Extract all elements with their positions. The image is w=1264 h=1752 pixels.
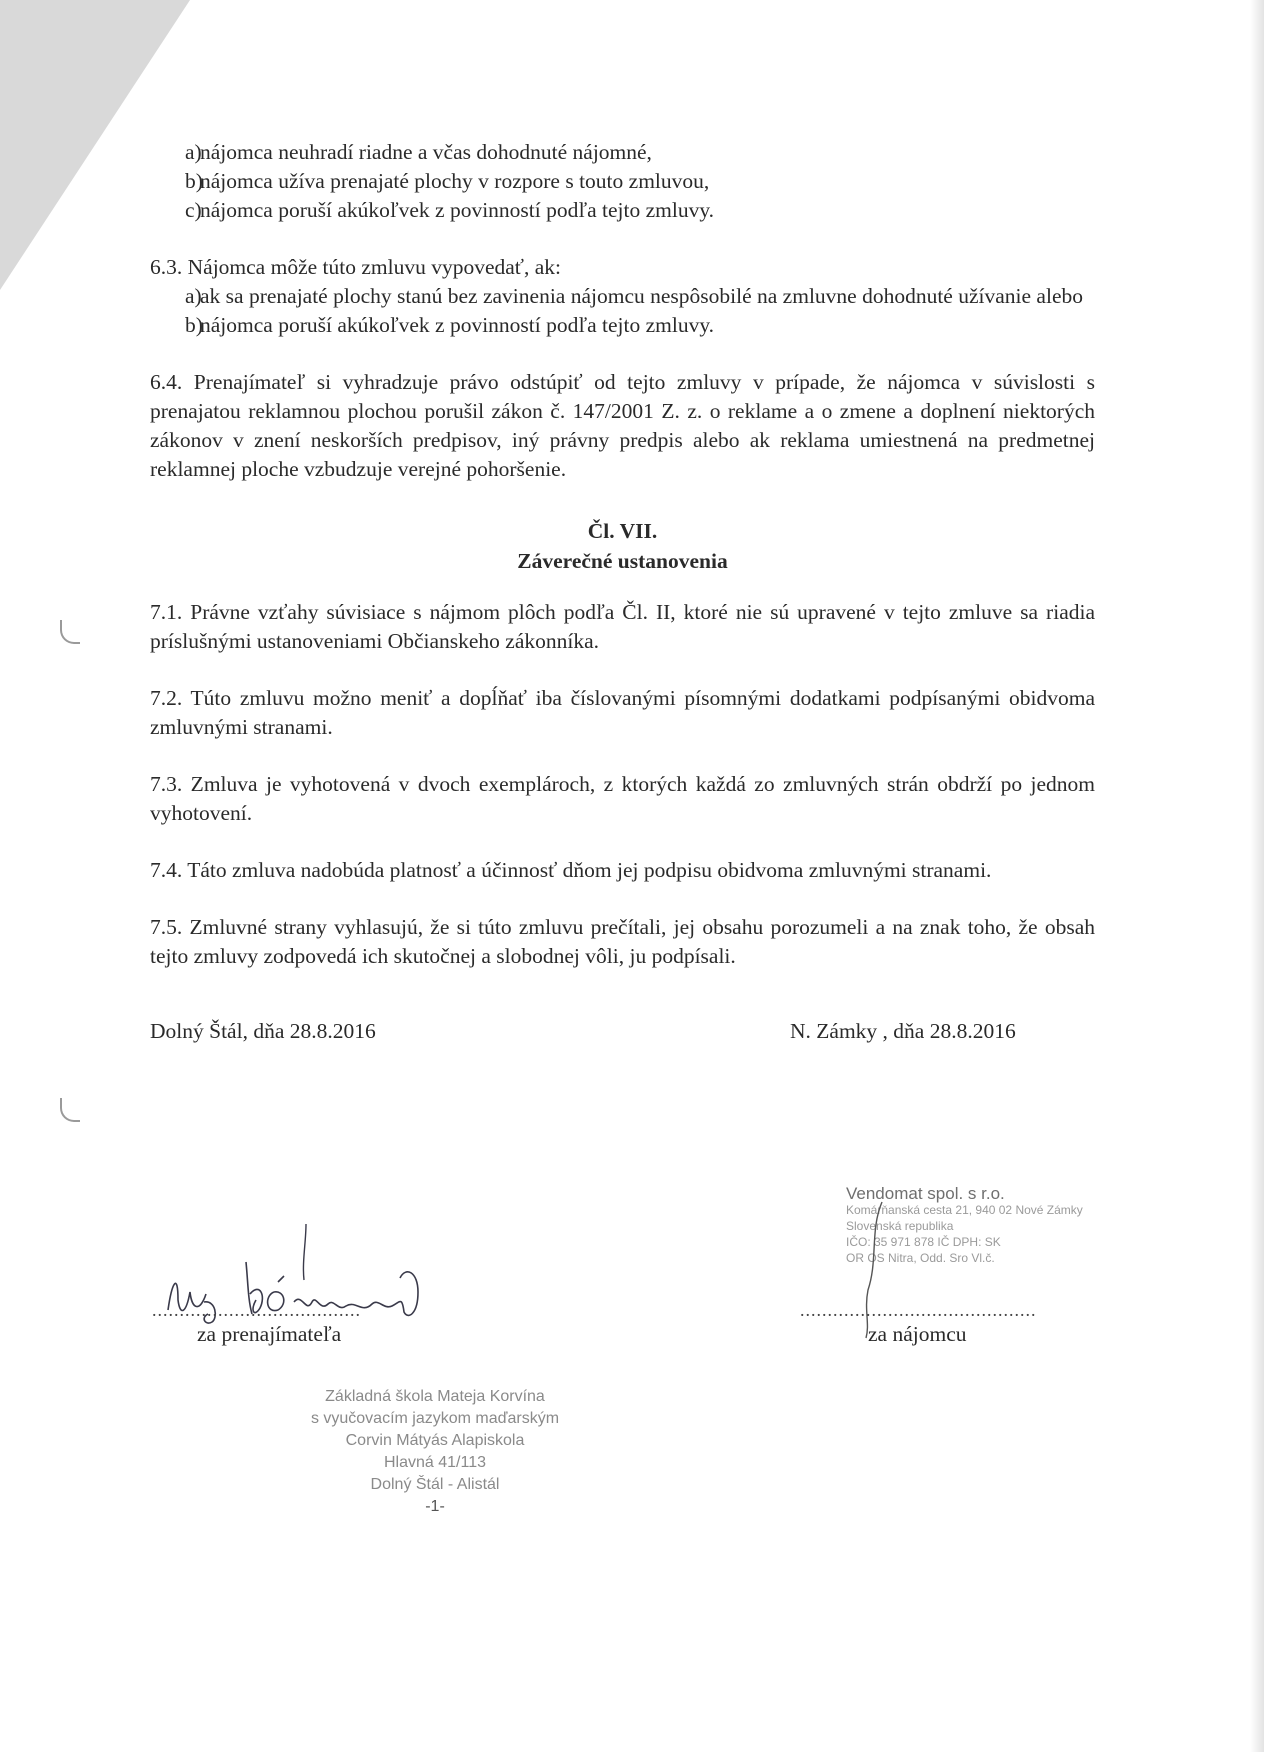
list-item: a) ak sa prenajaté plochy stanú bez zavinenia nájomcu nespôsobilé na zmluvne dohodnuté užívanie alebo [185,284,1083,308]
section-7-3: 7.3. Zmluva je vyhotovená v dvoch exemplároch, z ktorých každá zo zmluvných strán obdrží po jednom vyhotovení. [150,772,1095,825]
article-number: Čl. VII. [587,519,658,543]
termination-list-6-2 [150,138,1095,225]
school-stamp: Základná škola Mateja Korvína s vyučovacím jazykom maďarským Corvin Mátyás Alapiskola Hlavná 41/113 Dolný Štál - Alistál -1- [270,1386,600,1518]
signature-line-left: ...................................... [152,1300,361,1320]
punch-hole-mark [60,1098,80,1122]
article-title: Záverečné ustanovenia [517,549,728,573]
company-stamp: Vendomat spol. s r.o. Komárňanská cesta 21, 940 02 Nové Zámky Slovenská republika IČO: 35 971 878 IČ DPH: SK OR OS Nitra, Odd. Sro Vl.č. [846,1186,1106,1266]
signing-places [150,1019,1095,1059]
section-6-3-list [150,282,1095,340]
section-6-4: 6.4. Prenajímateľ si vyhradzuje právo odstúpiť od tejto zmluvy v prípade, že nájomca v súvislosti s prenajatou reklamnou plochou porušil zákon č. 147/2001 Z. z. o reklame a o zmene a doplnení niektorých zákonov v znení neskorších predpisov, iný právny predpis alebo ak reklama umiestnená na predmetnej reklamnej ploche vzbudzuje verejné pohoršenie. [150,370,1095,481]
section-7-1: 7.1. Právne vzťahy súvisiace s nájmom plôch podľa Čl. II, ktoré nie sú upravené v tejto zmluve sa riadia príslušnými ustanoveniami Občianskeho zákonníka. [150,600,1095,653]
section-7-4: 7.4. Táto zmluva nadobúda platnosť a účinnosť dňom jej podpisu obidvoma zmluvnými stranami. [150,858,992,882]
page-number: -1- [425,1498,445,1515]
section-7-5: 7.5. Zmluvné strany vyhlasujú, že si túto zmluvu prečítali, jej obsahu porozumeli a na znak toho, že obsah tejto zmluvy zodpovedá ich skutočnej a slobodnej vôli, ju podpísali. [150,915,1095,968]
list-item: b) nájomca užíva prenajaté plochy v rozpore s touto zmluvou, [185,169,710,193]
signature-label-left: za prenajímateľa [197,1322,342,1346]
list-item: a) nájomca neuhradí riadne a včas dohodnuté nájomné, [185,140,652,164]
scan-shadow-right [1250,0,1264,1752]
list-item: b) nájomca poruší akúkoľvek z povinností podľa tejto zmluvy. [185,313,715,337]
place-date-right: N. Zámky , dňa 28.8.2016 [790,1019,1016,1043]
document-page [150,138,1095,1059]
list-item: c) nájomca poruší akúkoľvek z povinností podľa tejto zmluvy. [185,198,715,222]
place-date-left: Dolný Štál, dňa 28.8.2016 [150,1019,376,1043]
punch-hole-mark [60,620,80,644]
signature-line-right: ........................................... [800,1300,1037,1320]
section-6-3-intro: 6.3. Nájomca môže túto zmluvu vypovedať, ak: [150,255,562,279]
section-7-2: 7.2. Túto zmluvu možno meniť a dopĺňať iba číslovanými písomnými dodatkami podpísanými obidvoma zmluvnými stranami. [150,686,1095,739]
company-stamp-name: Vendomat spol. s r.o. [846,1184,1005,1203]
signature-label-right: za nájomcu [868,1322,967,1346]
